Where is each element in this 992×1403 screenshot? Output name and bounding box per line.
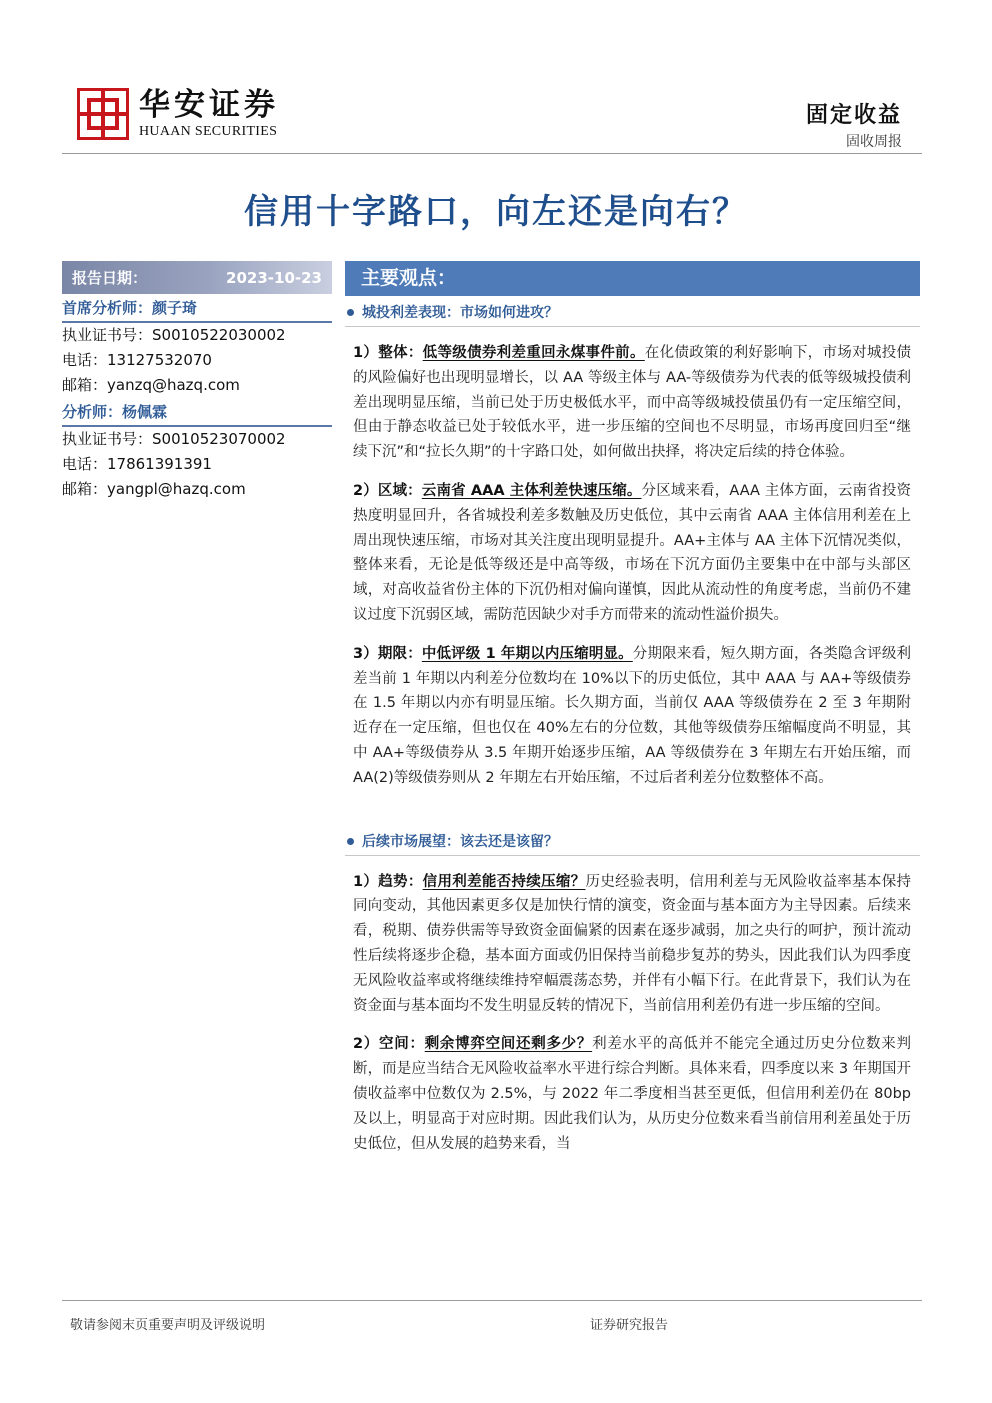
section-heading-text: 后续市场展望：该去还是该留？ [362,833,558,850]
paragraph-lead: 3）期限： [353,645,422,662]
analyst-license: 执业证书号：S0010523070002 [62,430,286,448]
paragraph-key-point: 剩余博弈空间还剩多少？ [424,1036,593,1053]
chief-analyst-license: 执业证书号：S0010522030002 [62,326,286,344]
paragraph-overall [353,341,911,465]
analyst-name: 分析师：杨佩霖 [62,399,332,427]
report-category: 固定收益 [805,103,902,128]
paragraph-lead: 2）空间： [353,1036,425,1053]
main-points-bar: 主要观点： [345,261,920,296]
bullet-dot-icon [347,309,354,316]
paragraph-body: 历史经验表明，信用利差与无风险收益率基本保持同向变动，其他因素更多仅是加快行情的演变，资金面与基本面方为主导因素。后续来看，税期、债券供需等导致资金面偏紧的因素在逐步减弱，加之央行的呵护，预计流动性后续将逐步企稳，基本面方面或仍旧保持当前稳步复苏的势头，因此我们认为四季度无风险收益率或将继续维持窄幅震荡态势，并伴有小幅下行。在此背景下，我们认为在资金面与基本面均不发生明显反转的情况下，当前信用利差仍有进一步压缩的空间。 [353,873,912,1014]
analyst-email[interactable]: 邮箱：yangpl@hazq.com [62,480,246,498]
paragraph-space [353,1032,911,1156]
report-date-value: 2023-10-23 [226,268,322,287]
analyst-sidebar [62,261,332,502]
header-divider [62,153,922,154]
report-date-bar [62,261,332,294]
paragraph-key-point: 信用利差能否持续压缩？ [422,873,586,890]
paragraph-key-point: 低等级债券利差重回永煤事件前。 [422,345,645,361]
paragraph-body: 分期限来看，短久期方面，各类隐含评级利差当前 1 年期以内利差分位数均在 10%以下的历史低位，其中 AAA 与 AA+等级债券在 1.5 年期以内亦有明显压缩。长久期方面，当前仅 AAA 等级债券在 2 至 3 年期附近存在一定压缩，但也仅在 40%左右的分位数，其他等级债券压缩幅度尚不明显，其中 AA+等级债券从 3.5 年期开始逐步压缩，AA 等级债券在 3 年期左右开始压缩，而 AA(2)等级债券则从 2 年期左右开始压缩，不过后者利差分位数整体不高。 [353,645,912,786]
paragraph-body: 利差水平的高低并不能完全通过历史分位数来判断，而是应当结合无风险收益率水平进行综合判断。具体来看，四季度以来 3 年期国开债收益率中位数仅为 2.5%，与 2022 年二季度相当甚至更低，但信用利差仍在 80bp 及以上，明显高于对应时期。因此我们认为，从历史分位数来看当前信用利差虽处于历史低位，但从发展的趋势来看，当 [353,1036,912,1152]
report-subcategory: 固收周报 [846,134,902,150]
footer-report-type: 证券研究报告 [590,1318,669,1333]
chief-analyst-email[interactable]: 邮箱：yanzq@hazq.com [62,376,240,394]
paragraph-body: 在化债政策的利好影响下，市场对城投债的风险偏好也出现明显增长，以 AA 等级主体与 AA-等级债券为代表的低等级城投债利差出现明显压缩，当前已处于历史极低水平，而中高等级城投债虽仍有一定压缩空间，但由于静态收益已处于较低水平，进一步压缩的空间也不尽明显，市场再度回归至“继续下沉”和“拉长久期”的十字路口处，如何做出抉择，将决定后续的持仓体验。 [353,345,912,461]
footer-disclaimer: 敬请参阅末页重要声明及评级说明 [70,1318,266,1333]
paragraph-body: 分区域来看，AAA 主体方面，云南省投资热度明显回升，各省城投利差多数触及历史低位，其中云南省 AAA 主体信用利差在上周出现快速压缩，市场对其关注度出现明显提升。AA+主体与 AA 主体下沉情况类似，整体来看，无论是低等级还是中高等级，市场在下沉方面仍主要集中在中部与头部区域，对高收益省份主体的下沉仍相对偏向谨慎，因此从流动性的角度考虑，当前仍不建议过度下沉弱区域，需防范因缺少对手方而带来的流动性溢价损失。 [353,482,911,623]
section-heading-text: 城投利差表现：市场如何进攻？ [362,305,558,321]
bullet-dot-icon [347,838,354,845]
paragraph-key-point: 云南省 AAA 主体利差快速压缩。 [421,482,642,499]
paragraph-maturity [353,642,911,791]
logo-chinese-name: 华安证券 [139,87,279,123]
report-title: 信用十字路口，向左还是向右？ [244,192,748,232]
section-heading-spreads [345,300,920,327]
logo-english-name: HUAAN SECURITIES [139,124,278,139]
chief-analyst-phone: 电话：13127532070 [62,351,212,369]
paragraph-lead: 1）整体： [353,345,423,361]
paragraph-key-point: 中低评级 1 年期以内压缩明显。 [421,645,633,662]
main-content [345,261,920,1156]
analyst-phone: 电话：17861391391 [62,455,212,473]
section-heading-outlook [345,829,920,856]
paragraph-region [353,479,911,628]
paragraph-trend [353,870,911,1019]
paragraph-lead: 1）趋势： [353,873,423,890]
company-logo [77,88,279,140]
footer-divider [62,1300,922,1301]
chief-analyst-name: 首席分析师：颜子琦 [62,295,332,323]
logo-emblem-icon [77,88,129,140]
paragraph-lead: 2）区域： [353,482,422,499]
report-date-label: 报告日期： [72,269,148,287]
